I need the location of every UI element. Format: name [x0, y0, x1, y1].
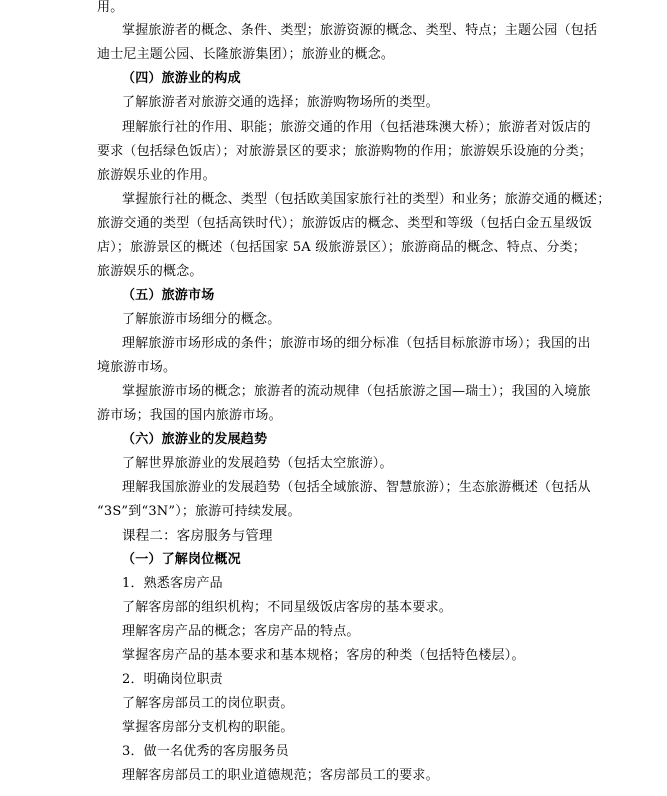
numbered-subheading: 1．熟悉客房产品: [122, 576, 223, 591]
course-heading: 课程二：客房服务与管理: [122, 528, 273, 544]
text-line: 掌握旅游市场的概念；旅游者的流动规律（包括旅游之国—瑞士）；我国的入境旅: [122, 384, 591, 399]
text-line: 要求（包括绿色饭店）；对旅游景区的要求；旅游购物的作用；旅游娱乐设施的分类；: [97, 144, 593, 159]
section-heading: （五）旅游市场: [122, 288, 215, 303]
text-line: 境旅游市场。: [97, 360, 177, 375]
text-line: 用。: [97, 0, 124, 15]
section-heading: （一）了解岗位概况: [122, 552, 241, 567]
text-line: 旅游娱乐的概念。: [97, 264, 203, 279]
text-line: 了解世界旅游业的发展趋势（包括太空旅游）。: [122, 456, 393, 471]
text-line: 掌握客房产品的基本要求和基本规格；客房的种类（包括特色楼层）。: [122, 648, 525, 663]
section-heading: （四）旅游业的构成: [122, 71, 241, 86]
text-line: 旅游娱乐业的作用。: [97, 168, 216, 183]
text-line: 迪士尼主题公园、长隆旅游集团）；旅游业的概念。: [97, 47, 395, 62]
text-line: 掌握客房部分支机构的职能。: [122, 720, 294, 735]
text-line: 了解旅游市场细分的概念。: [122, 312, 281, 327]
text-line: 了解客房部员工的岗位职责。: [122, 696, 294, 711]
numbered-subheading: 3．做一名优秀的客房服务员: [122, 744, 289, 759]
numbered-subheading: 2．明确岗位职责: [122, 672, 223, 687]
text-line: 理解我国旅游业的发展趋势（包括全域旅游、智慧旅游）；生态旅游概述（包括从: [122, 480, 591, 495]
text-line: 理解客房部员工的职业道德规范；客房部员工的要求。: [122, 768, 439, 783]
text-line: 店）；旅游景区的概述（包括国家 5A 级旅游景区）；旅游商品的概念、特点、分类；: [97, 240, 586, 255]
text-line: 游市场；我国的国内旅游市场。: [97, 408, 282, 423]
section-heading: （六）旅游业的发展趋势: [122, 432, 268, 447]
text-line: 理解客房产品的概念；客房产品的特点。: [122, 624, 360, 639]
text-line: 掌握旅游者的概念、条件、类型；旅游资源的概念、类型、特点；主题公园（包括: [122, 23, 598, 38]
text-line: 掌握旅行社的概念、类型（包括欧美国家旅行社的类型）和业务；旅游交通的概述；: [122, 192, 611, 207]
text-line: 理解旅游市场形成的条件；旅游市场的细分标准（包括目标旅游市场）；我国的出: [122, 336, 591, 351]
text-line: 了解旅游者对旅游交通的选择；旅游购物场所的类型。: [122, 95, 439, 110]
text-line: “3S”到“3N”）；旅游可持续发展。: [97, 504, 301, 519]
text-line: 理解旅行社的作用、职能；旅游交通的作用（包括港珠澳大桥）；旅游者对饭店的: [122, 120, 591, 135]
text-line: 旅游交通的类型（包括高铁时代）；旅游饭店的概念、类型和等级（包括白金五星级饭: [97, 216, 593, 231]
text-line: 了解客房部的组织机构；不同星级饭店客房的基本要求。: [122, 600, 453, 615]
